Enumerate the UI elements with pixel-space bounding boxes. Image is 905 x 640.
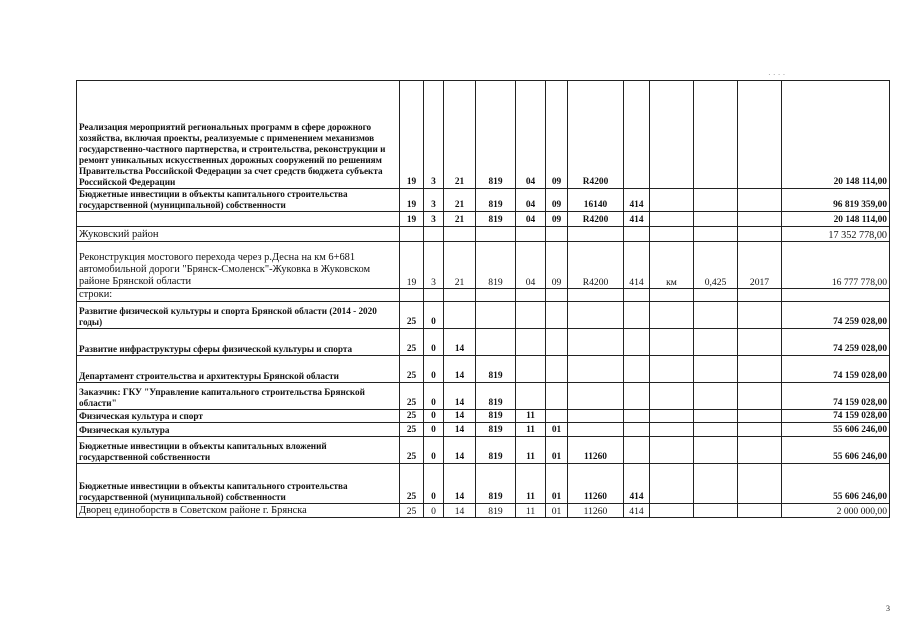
cell-code-pr [546,329,568,356]
cell-code-rz: 11 [516,437,546,464]
cell-unit: км [650,242,694,289]
cell-code-gp: 25 [400,383,424,410]
cell-code-vr: 414 [624,242,650,289]
cell-code-napr: 11260 [568,437,624,464]
cell-code-rz [516,289,546,302]
cell-code-gp: 19 [400,189,424,212]
cell-code-vr: 414 [624,504,650,518]
cell-code-pr: 01 [546,437,568,464]
cell-code-pr: 09 [546,189,568,212]
cell-code-om: 14 [444,356,476,383]
cell-amount: 96 819 359,00 [782,189,890,212]
cell-code-grbs [476,329,516,356]
cell-code-rz [516,329,546,356]
cell-code-napr [568,329,624,356]
cell-code-pp: 0 [424,410,444,423]
cell-code-pp: 0 [424,329,444,356]
cell-code-om: 21 [444,242,476,289]
cell-code-rz [516,302,546,329]
cell-code-rz: 04 [516,242,546,289]
cell-code-pp: 3 [424,189,444,212]
cell-code-grbs: 819 [476,410,516,423]
cell-amount: 16 777 778,00 [782,242,890,289]
cell-code-gp: 25 [400,302,424,329]
cell-amount [782,289,890,302]
table-row [77,242,890,289]
cell-amount: 74 259 028,00 [782,329,890,356]
cell-code-napr [568,356,624,383]
cell-capacity [694,81,738,189]
cell-amount: 74 159 028,00 [782,356,890,383]
cell-row-name: строки: [77,289,400,302]
cell-code-pr [546,383,568,410]
cell-year [738,356,782,383]
cell-code-napr: 11260 [568,504,624,518]
cell-code-napr [568,302,624,329]
cell-year [738,302,782,329]
table-row [77,81,890,189]
cell-year [738,437,782,464]
cell-unit [650,423,694,437]
cell-row-name: Развитие инфраструктуры сферы физической культуры и спорта [77,329,400,356]
cell-unit [650,356,694,383]
cell-amount: 20 148 114,00 [782,212,890,227]
cell-year [738,212,782,227]
cell-code-pr [546,356,568,383]
cell-row-name: Реконструкция мостового перехода через р.Десна на км 6+681 автомобильной дороги "Брянск-Смоленск"-Жуковка в Жуковском районе Брянской области [77,242,400,289]
cell-amount: 74 159 028,00 [782,383,890,410]
cell-code-vr [624,227,650,242]
cell-code-grbs [476,302,516,329]
cell-capacity [694,383,738,410]
table-row [77,356,890,383]
cell-unit [650,437,694,464]
cell-amount: 74 159 028,00 [782,410,890,423]
table-row [77,464,890,504]
page-number: 3 [886,604,890,613]
table-row [77,423,890,437]
cell-amount: 2 000 000,00 [782,504,890,518]
cell-code-om: 21 [444,81,476,189]
cell-year [738,383,782,410]
cell-code-gp: 25 [400,410,424,423]
cell-code-vr [624,410,650,423]
cell-code-vr [624,437,650,464]
cell-code-grbs: 819 [476,242,516,289]
cell-amount: 55 606 246,00 [782,423,890,437]
cell-code-napr [568,423,624,437]
cell-code-pp [424,227,444,242]
cell-code-grbs: 819 [476,189,516,212]
cell-code-gp: 25 [400,329,424,356]
cell-year [738,289,782,302]
cell-code-pp: 3 [424,242,444,289]
cell-amount: 55 606 246,00 [782,437,890,464]
cell-row-name: Физическая культура [77,423,400,437]
table-row [77,437,890,464]
cell-code-pr: 09 [546,242,568,289]
cell-code-gp: 25 [400,437,424,464]
cell-year [738,189,782,212]
cell-code-pp: 0 [424,423,444,437]
cell-code-om: 14 [444,410,476,423]
cell-unit [650,189,694,212]
cell-capacity [694,356,738,383]
cell-row-name: Бюджетные инвестиции в объекты капитальных вложений государственной собственности [77,437,400,464]
cell-code-rz: 04 [516,212,546,227]
cell-year [738,329,782,356]
cell-capacity [694,302,738,329]
cell-code-napr: 16140 [568,189,624,212]
cell-code-om: 14 [444,383,476,410]
cell-code-pr: 01 [546,423,568,437]
cell-row-name: Развитие физической культуры и спорта Брянской области (2014 - 2020 годы) [77,302,400,329]
table-row [77,227,890,242]
cell-row-name: Жуковский район [77,227,400,242]
cell-unit [650,464,694,504]
table-row [77,289,890,302]
cell-row-name: Заказчик: ГКУ "Управление капитального строительства Брянской области" [77,383,400,410]
cell-amount: 74 259 028,00 [782,302,890,329]
cell-capacity [694,464,738,504]
cell-code-gp: 19 [400,212,424,227]
cell-capacity [694,504,738,518]
cell-row-name: Физическая культура и спорт [77,410,400,423]
cell-unit [650,81,694,189]
cell-code-gp: 19 [400,242,424,289]
cell-code-vr: 414 [624,464,650,504]
cell-code-napr: R4200 [568,242,624,289]
cell-code-vr: 414 [624,212,650,227]
cell-code-grbs: 819 [476,504,516,518]
cell-code-pr: 01 [546,464,568,504]
cell-code-pp: 0 [424,504,444,518]
cell-capacity: 0,425 [694,242,738,289]
cell-code-pp: 3 [424,81,444,189]
cell-code-vr [624,383,650,410]
cell-code-om: 21 [444,212,476,227]
table-row [77,302,890,329]
cell-unit [650,329,694,356]
cell-code-vr [624,423,650,437]
cell-unit [650,227,694,242]
cell-code-rz [516,383,546,410]
cell-code-napr [568,383,624,410]
cell-row-name: Бюджетные инвестиции в объекты капитального строительства государственной (муниципальной) собственности [77,189,400,212]
cell-code-rz: 11 [516,410,546,423]
cell-code-rz [516,356,546,383]
cell-code-rz: 04 [516,189,546,212]
cell-year [738,423,782,437]
cell-amount: 55 606 246,00 [782,464,890,504]
cell-row-name: Реализация мероприятий региональных программ в сфере дорожного хозяйства, включая проекты, реализуемые с применением механизмов государственно-частного партнерства, и строительства, реконструкции и ремонт уникальных искусственных дорожных сооружений по решениям Правительства Российской Федерации за счет средств бюджета субъекта Российской Федерации [77,81,400,189]
table-row [77,410,890,423]
cell-year [738,464,782,504]
cell-year [738,504,782,518]
cell-code-om [444,227,476,242]
cell-code-om: 14 [444,329,476,356]
table-row [77,329,890,356]
cell-capacity [694,410,738,423]
cell-unit [650,289,694,302]
cell-code-grbs: 819 [476,437,516,464]
budget-table [76,80,890,518]
cell-code-gp: 25 [400,464,424,504]
cell-code-napr [568,410,624,423]
cell-code-vr [624,356,650,383]
cell-code-pp: 0 [424,464,444,504]
cell-code-pr [546,227,568,242]
cell-code-gp: 19 [400,81,424,189]
cell-code-pp: 3 [424,212,444,227]
cell-code-napr [568,289,624,302]
cell-unit [650,212,694,227]
cell-code-rz: 04 [516,81,546,189]
cell-unit [650,302,694,329]
cell-unit [650,383,694,410]
cell-code-gp [400,227,424,242]
cell-code-grbs: 819 [476,464,516,504]
table-row [77,383,890,410]
cell-code-pp: 0 [424,383,444,410]
cell-code-om: 14 [444,504,476,518]
cell-code-pp: 0 [424,356,444,383]
cell-code-gp: 25 [400,423,424,437]
cell-code-gp [400,289,424,302]
cell-code-rz: 11 [516,504,546,518]
cell-code-vr [624,289,650,302]
cell-capacity [694,289,738,302]
cell-unit [650,504,694,518]
cell-code-rz [516,227,546,242]
cell-code-rz: 11 [516,464,546,504]
cell-code-napr: R4200 [568,212,624,227]
cell-capacity [694,329,738,356]
cell-capacity [694,212,738,227]
cell-row-name: Департамент строительства и архитектуры Брянской области [77,356,400,383]
cell-code-om: 21 [444,189,476,212]
cell-code-om [444,302,476,329]
cell-row-name [77,212,400,227]
cell-capacity [694,227,738,242]
cell-code-pr: 01 [546,504,568,518]
cell-code-vr [624,329,650,356]
scan-mark: · · · · [768,70,786,79]
cell-code-pp [424,289,444,302]
cell-code-om [444,289,476,302]
table-row [77,504,890,518]
cell-capacity [694,423,738,437]
cell-row-name: Дворец единоборств в Советском районе г. Брянска [77,504,400,518]
table-row [77,212,890,227]
table-body [77,81,890,518]
cell-code-pp: 0 [424,302,444,329]
cell-code-vr: 414 [624,189,650,212]
cell-code-pr [546,302,568,329]
cell-year: 2017 [738,242,782,289]
cell-code-grbs [476,227,516,242]
cell-code-vr [624,302,650,329]
cell-code-pr: 09 [546,81,568,189]
cell-capacity [694,189,738,212]
cell-year [738,410,782,423]
cell-code-grbs: 819 [476,423,516,437]
cell-capacity [694,437,738,464]
cell-code-om: 14 [444,437,476,464]
cell-code-pr [546,289,568,302]
cell-amount: 20 148 114,00 [782,81,890,189]
cell-code-grbs: 819 [476,81,516,189]
cell-code-napr [568,227,624,242]
cell-unit [650,410,694,423]
cell-code-grbs [476,289,516,302]
cell-code-pp: 0 [424,437,444,464]
cell-amount: 17 352 778,00 [782,227,890,242]
cell-year [738,81,782,189]
cell-code-napr: R4200 [568,81,624,189]
cell-code-om: 14 [444,423,476,437]
cell-code-rz: 11 [516,423,546,437]
table-row [77,189,890,212]
cell-code-gp: 25 [400,356,424,383]
cell-code-grbs: 819 [476,212,516,227]
cell-code-napr: 11260 [568,464,624,504]
cell-code-pr [546,410,568,423]
cell-row-name: Бюджетные инвестиции в объекты капитального строительства государственной (муниципальной) собственности [77,464,400,504]
cell-code-om: 14 [444,464,476,504]
cell-code-grbs: 819 [476,356,516,383]
cell-code-grbs: 819 [476,383,516,410]
cell-code-pr: 09 [546,212,568,227]
cell-code-gp: 25 [400,504,424,518]
cell-code-vr [624,81,650,189]
cell-year [738,227,782,242]
